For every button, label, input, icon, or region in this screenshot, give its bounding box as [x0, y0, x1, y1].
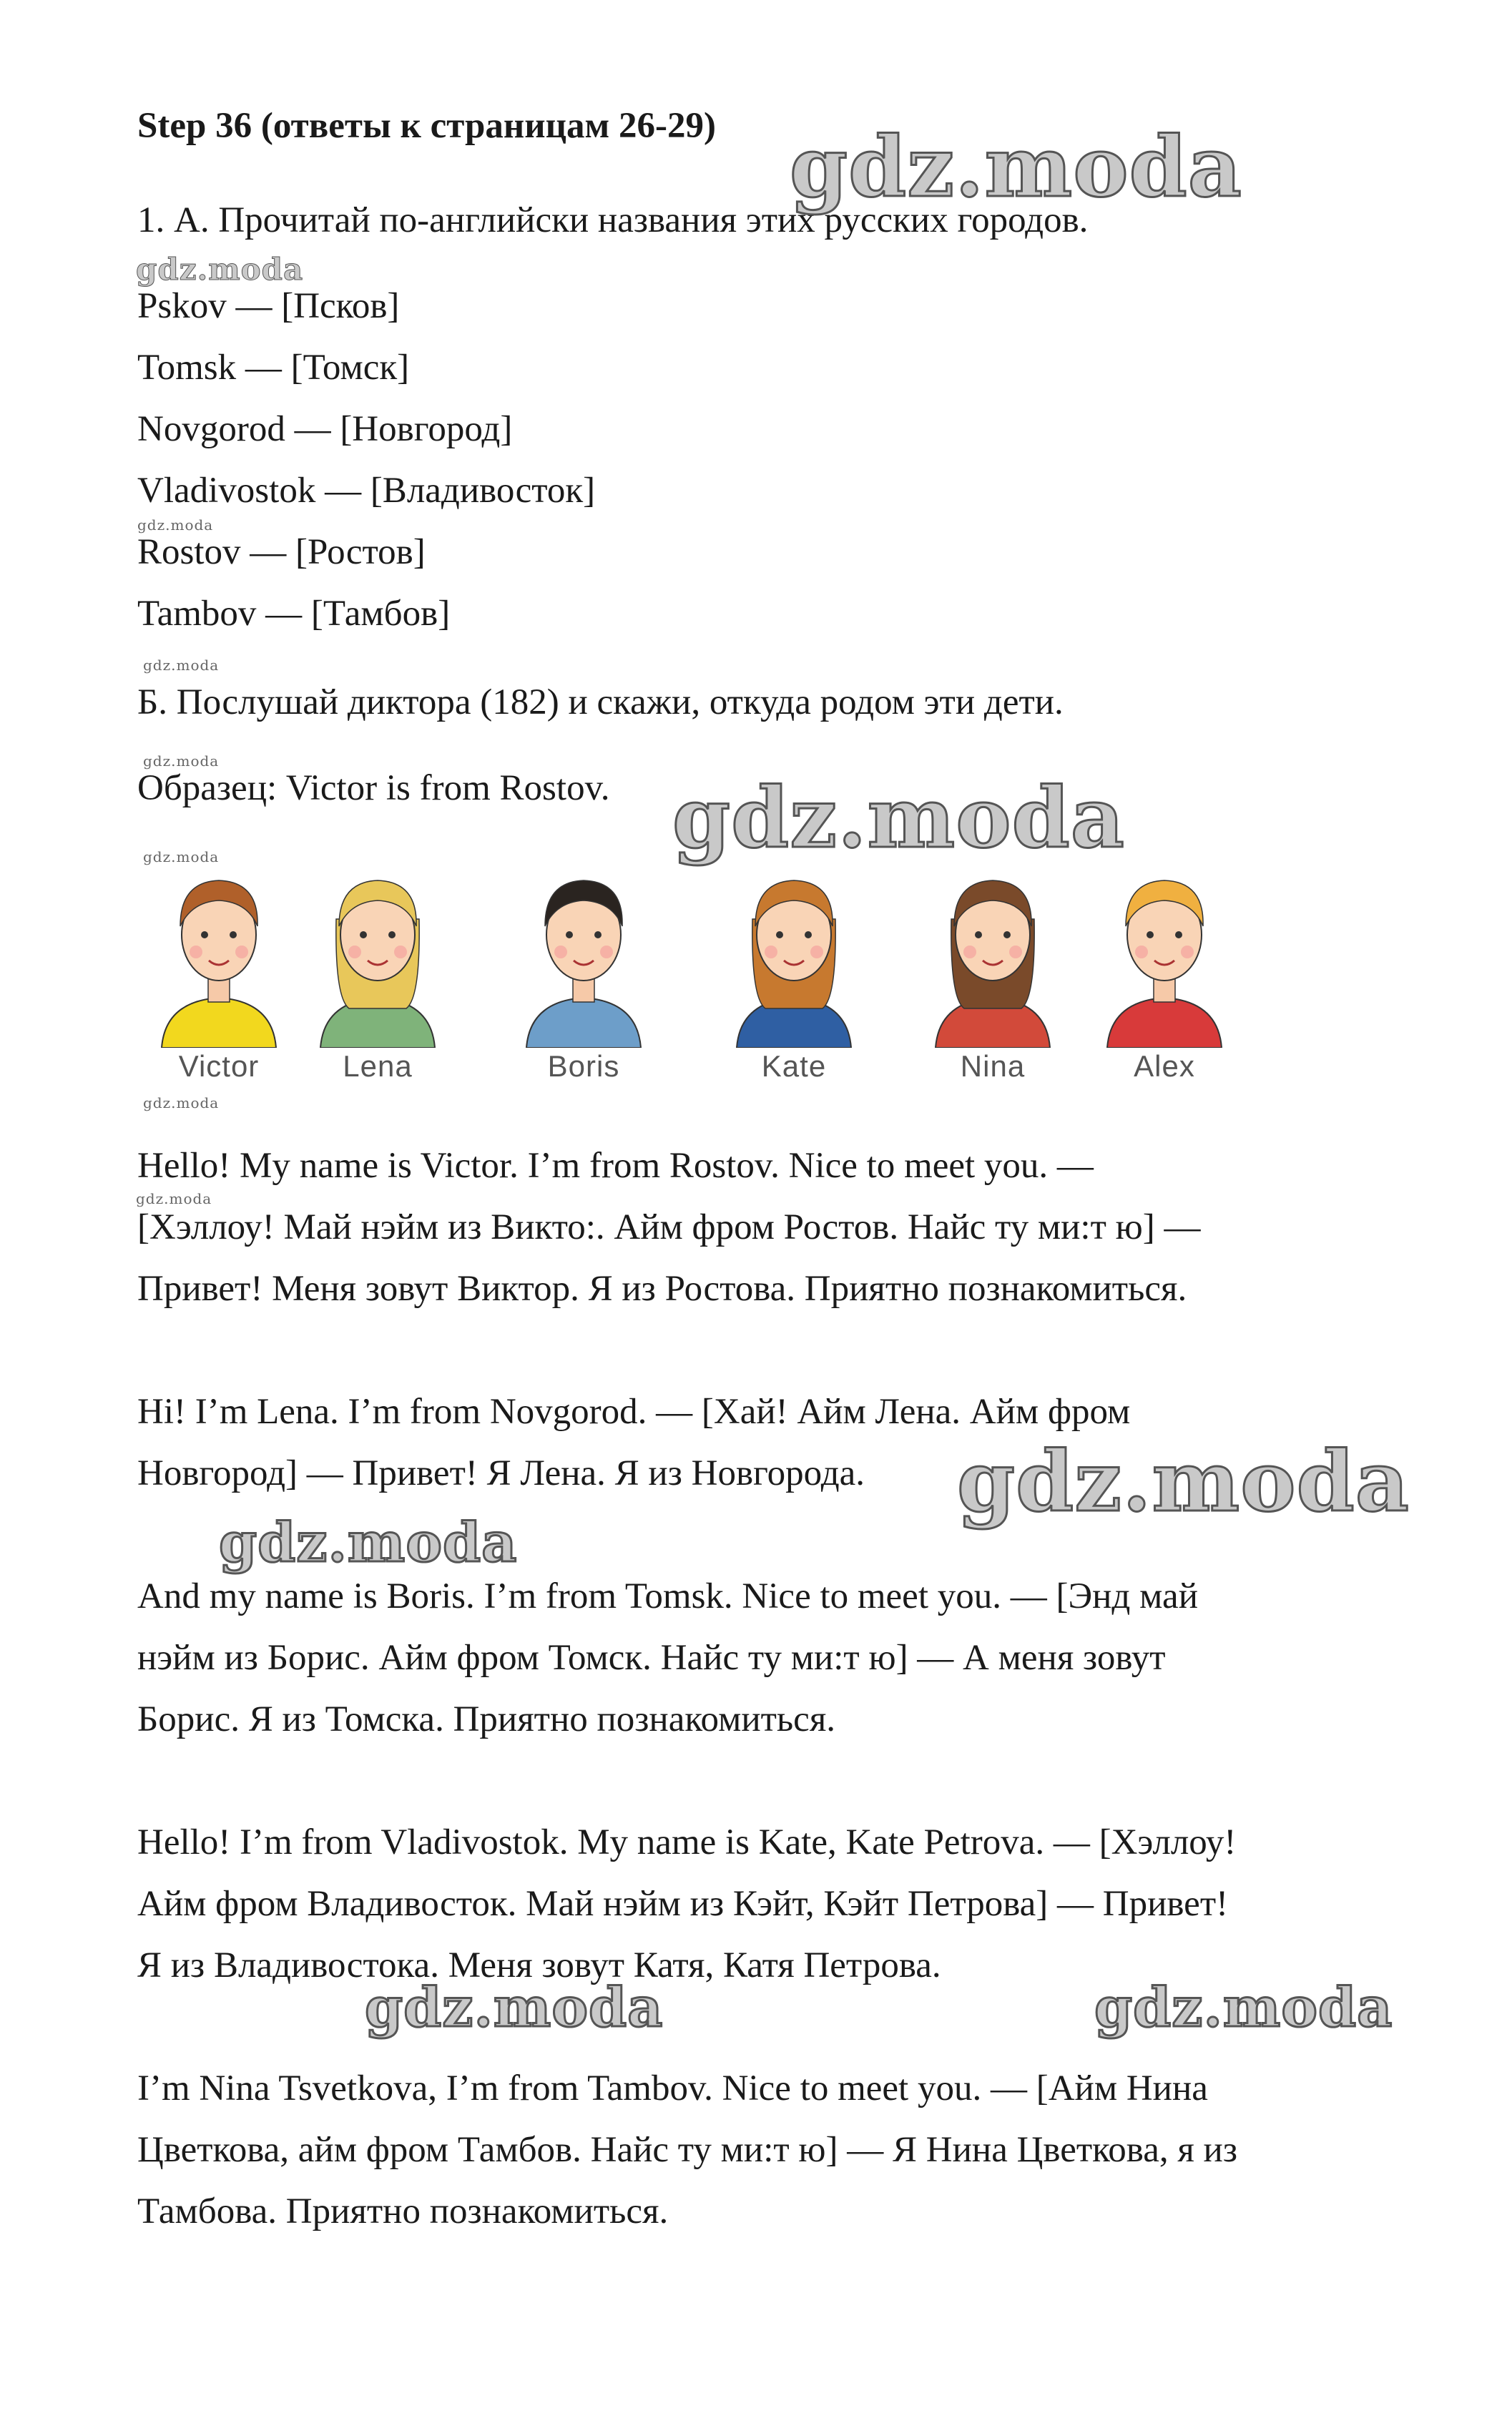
city-line: Tambov — [Тамбов]: [137, 594, 451, 634]
task-b-heading: Б. Послушай диктора (182) и скажи, откуда родом эти дети.: [137, 682, 1064, 722]
child-portrait: [299, 855, 456, 1084]
paragraph-line: Тамбова. Приятно познакомиться.: [137, 2191, 669, 2231]
watermark: gdz.moda: [365, 1975, 664, 2039]
watermark: gdz.moda: [143, 1094, 220, 1111]
paragraph-line: Hello! My name is Victor. I’m from Rostov. Nice to meet you. —: [137, 1146, 1094, 1186]
child-cheek: [1009, 946, 1022, 958]
city-line: Tomsk — [Томск]: [137, 348, 410, 388]
child-shirt: [526, 998, 641, 1048]
child-cheek: [190, 946, 202, 958]
watermark: gdz.moda: [672, 770, 1125, 867]
child-shirt: [1107, 998, 1222, 1048]
watermark: gdz.moda: [143, 848, 220, 865]
child-cheek: [1181, 946, 1194, 958]
city-line: Pskov — [Псков]: [137, 286, 400, 326]
child-cheek: [554, 946, 567, 958]
child-cheek: [1135, 946, 1148, 958]
child-eye: [566, 931, 573, 938]
child-cheek: [235, 946, 248, 958]
child-drawing: [1086, 855, 1243, 1048]
watermark: gdz.moda: [137, 516, 214, 534]
child-name-label: Boris: [547, 1049, 620, 1083]
child-cheek: [348, 946, 361, 958]
child-eye: [975, 931, 982, 938]
child-eye: [1147, 931, 1154, 938]
child-name-label: Victor: [178, 1049, 260, 1083]
watermark: gdz.moda: [143, 752, 220, 770]
city-line: Rostov — [Ростов]: [137, 532, 426, 572]
child-portrait: [140, 855, 298, 1084]
watermark: gdz.moda: [219, 1511, 518, 1574]
paragraph-line: Hi! I’m Lena. I’m from Novgorod. — [Хай! Айм Лена. Айм фром: [137, 1392, 1131, 1432]
page-title: Step 36 (ответы к страницам 26-29): [137, 106, 716, 146]
watermark: gdz.moda: [136, 252, 304, 287]
paragraph-line: Цветкова, айм фром Тамбов. Найс ту ми:т ю] — Я Нина Цветкова, я из: [137, 2130, 1237, 2170]
child-eye: [388, 931, 396, 938]
paragraph-line: Привет! Меня зовут Виктор. Я из Ростова. Приятно познакомиться.: [137, 1269, 1187, 1309]
child-portrait: [914, 855, 1071, 1084]
child-eye: [805, 931, 812, 938]
paragraph-line: And my name is Boris. I’m from Tomsk. Nice to meet you. — [Энд май: [137, 1576, 1198, 1616]
child-eye: [230, 931, 237, 938]
child-cheek: [765, 946, 777, 958]
child-cheek: [963, 946, 976, 958]
watermark: gdz.moda: [143, 657, 220, 674]
child-cheek: [600, 946, 613, 958]
child-eye: [594, 931, 602, 938]
child-portrait: [1086, 855, 1243, 1084]
watermark: gdz.moda: [957, 1433, 1410, 1531]
child-eye: [360, 931, 367, 938]
child-drawing: [140, 855, 298, 1048]
child-drawing: [299, 855, 456, 1048]
child-cheek: [394, 946, 407, 958]
watermark: gdz.moda: [136, 1190, 212, 1207]
child-portrait: [505, 855, 662, 1084]
paragraph-line: Hello! I’m from Vladivostok. My name is Kate, Kate Petrova. — [Хэллоу!: [137, 1822, 1237, 1862]
paragraph-line: [Хэллоу! Май нэйм из Викто:. Айм фром Ростов. Найс ту ми:т ю] —: [137, 1207, 1201, 1247]
child-eye: [1175, 931, 1182, 938]
city-line: Vladivostok — [Владивосток]: [137, 471, 596, 511]
paragraph-line: нэйм из Борис. Айм фром Томск. Найс ту ми:т ю] — А меня зовут: [137, 1638, 1166, 1678]
child-cheek: [810, 946, 823, 958]
child-name-label: Kate: [761, 1049, 827, 1083]
task-a-heading: 1. А. Прочитай по-английски названия этих русских городов.: [137, 200, 1089, 240]
sample-line: Образец: Victor is from Rostov.: [137, 768, 610, 808]
child-drawing: [914, 855, 1071, 1048]
paragraph-line: Айм фром Владивосток. Май нэйм из Кэйт, Кэйт Петрова] — Привет!: [137, 1884, 1229, 1924]
child-eye: [776, 931, 783, 938]
child-portrait: [715, 855, 873, 1084]
paragraph-line: Борис. Я из Томска. Приятно познакомиться.: [137, 1699, 836, 1739]
child-eye: [1003, 931, 1011, 938]
child-name-label: Lena: [343, 1049, 413, 1083]
child-name-label: Nina: [960, 1049, 1026, 1083]
paragraph-line: Новгород] — Привет! Я Лена. Я из Новгорода.: [137, 1453, 865, 1493]
child-drawing: [505, 855, 662, 1048]
child-shirt: [162, 998, 276, 1048]
city-line: Novgorod — [Новгород]: [137, 409, 513, 449]
child-drawing: [715, 855, 873, 1048]
child-eye: [201, 931, 208, 938]
paragraph-line: I’m Nina Tsvetkova, I’m from Tambov. Nice to meet you. — [Айм Нина: [137, 2068, 1208, 2108]
watermark: gdz.moda: [790, 119, 1242, 216]
child-name-label: Alex: [1134, 1049, 1195, 1083]
watermark: gdz.moda: [1094, 1975, 1393, 2039]
paragraph-line: Я из Владивостока. Меня зовут Катя, Катя Петрова.: [137, 1945, 941, 1985]
